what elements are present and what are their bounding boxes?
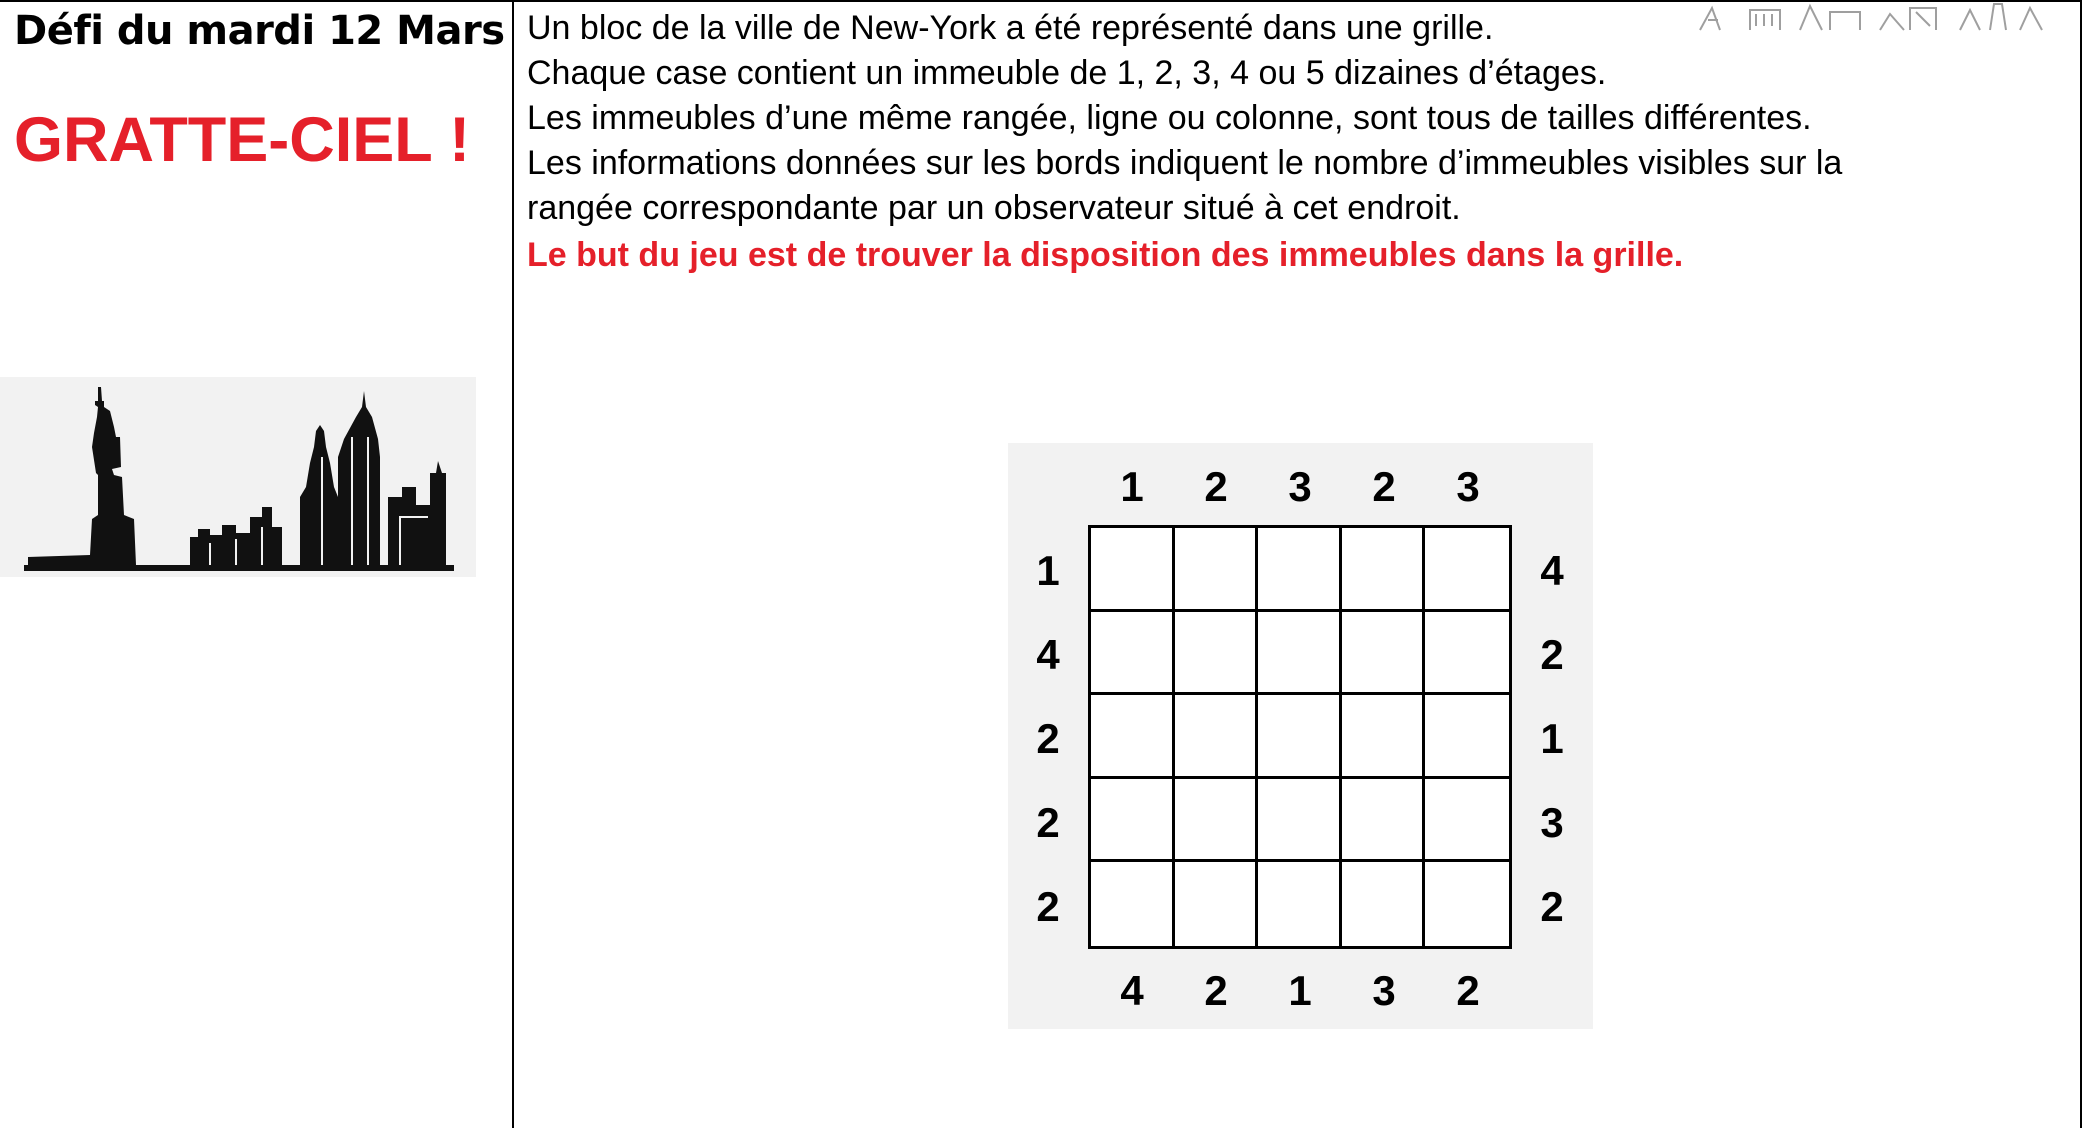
rules-line: Les immeubles d’une même rangée, ligne ou colonne, sont tous de tailles différentes. xyxy=(527,99,1812,137)
grid-cell[interactable] xyxy=(1342,528,1426,612)
top-clue: 2 xyxy=(1372,463,1396,510)
grid-cell[interactable] xyxy=(1258,779,1342,863)
grid-cell[interactable] xyxy=(1091,612,1175,696)
bottom-clue: 2 xyxy=(1456,967,1480,1014)
bottom-clue: 4 xyxy=(1120,967,1144,1014)
left-clue: 1 xyxy=(1036,547,1060,594)
grid-cell[interactable] xyxy=(1425,695,1509,779)
grid-cell[interactable] xyxy=(1425,612,1509,696)
grid-cell[interactable] xyxy=(1342,779,1426,863)
grid-cell[interactable] xyxy=(1175,528,1259,612)
bottom-clue: 3 xyxy=(1372,967,1396,1014)
bottom-clue: 2 xyxy=(1204,967,1228,1014)
rules-text xyxy=(527,6,2067,278)
grid-cell[interactable] xyxy=(1091,862,1175,946)
grid-cell[interactable] xyxy=(1258,862,1342,946)
goal-text: Le but du jeu est de trouver la disposition des immeubles dans la grille. xyxy=(527,236,1684,274)
grid-cell[interactable] xyxy=(1091,528,1175,612)
left-clue: 2 xyxy=(1036,715,1060,762)
grid-cell[interactable] xyxy=(1091,779,1175,863)
top-clue: 3 xyxy=(1456,463,1480,510)
grid-cell[interactable] xyxy=(1175,862,1259,946)
grid-cell[interactable] xyxy=(1342,612,1426,696)
grid-cell[interactable] xyxy=(1175,779,1259,863)
top-clue: 1 xyxy=(1120,463,1144,510)
grid-cell[interactable] xyxy=(1258,612,1342,696)
grid-cell[interactable] xyxy=(1342,695,1426,779)
grid-cell[interactable] xyxy=(1425,779,1509,863)
top-clue: 2 xyxy=(1204,463,1228,510)
grid-cell[interactable] xyxy=(1342,862,1426,946)
right-buildings-shape xyxy=(388,461,446,565)
game-title: GRATTE-CIEL ! xyxy=(14,105,471,175)
rules-line: Chaque case contient un immeuble de 1, 2, 3, 4 ou 5 dizaines d’étages. xyxy=(527,54,1607,92)
grid-cell[interactable] xyxy=(1175,695,1259,779)
bottom-clue: 1 xyxy=(1288,967,1312,1014)
left-clue: 4 xyxy=(1036,631,1060,678)
top-clue: 3 xyxy=(1288,463,1312,510)
left-clue: 2 xyxy=(1036,799,1060,846)
statue-of-liberty-shape xyxy=(28,387,136,565)
left-clue: 2 xyxy=(1036,883,1060,930)
right-clue: 4 xyxy=(1540,547,1564,594)
right-clue: 2 xyxy=(1540,631,1564,678)
rules-line: Un bloc de la ville de New-York a été représenté dans une grille. xyxy=(527,9,1494,47)
grid-cell[interactable] xyxy=(1425,862,1509,946)
skyline-image xyxy=(0,377,476,577)
puzzle-grid xyxy=(1088,525,1512,949)
challenge-date-title: Défi du mardi 12 Mars xyxy=(14,8,505,54)
right-clue: 2 xyxy=(1540,883,1564,930)
grid-cell[interactable] xyxy=(1175,612,1259,696)
grid-cell[interactable] xyxy=(1425,528,1509,612)
rules-line: Les informations données sur les bords indiquent le nombre d’immeubles visibles sur la xyxy=(527,144,1843,182)
grid-cell[interactable] xyxy=(1258,528,1342,612)
grid-cell[interactable] xyxy=(1258,695,1342,779)
right-clue: 1 xyxy=(1540,715,1564,762)
grid-cell[interactable] xyxy=(1091,695,1175,779)
right-clue: 3 xyxy=(1540,799,1564,846)
column-divider xyxy=(512,0,514,1128)
rules-line: rangée correspondante par un observateur situé à cet endroit. xyxy=(527,189,1461,227)
